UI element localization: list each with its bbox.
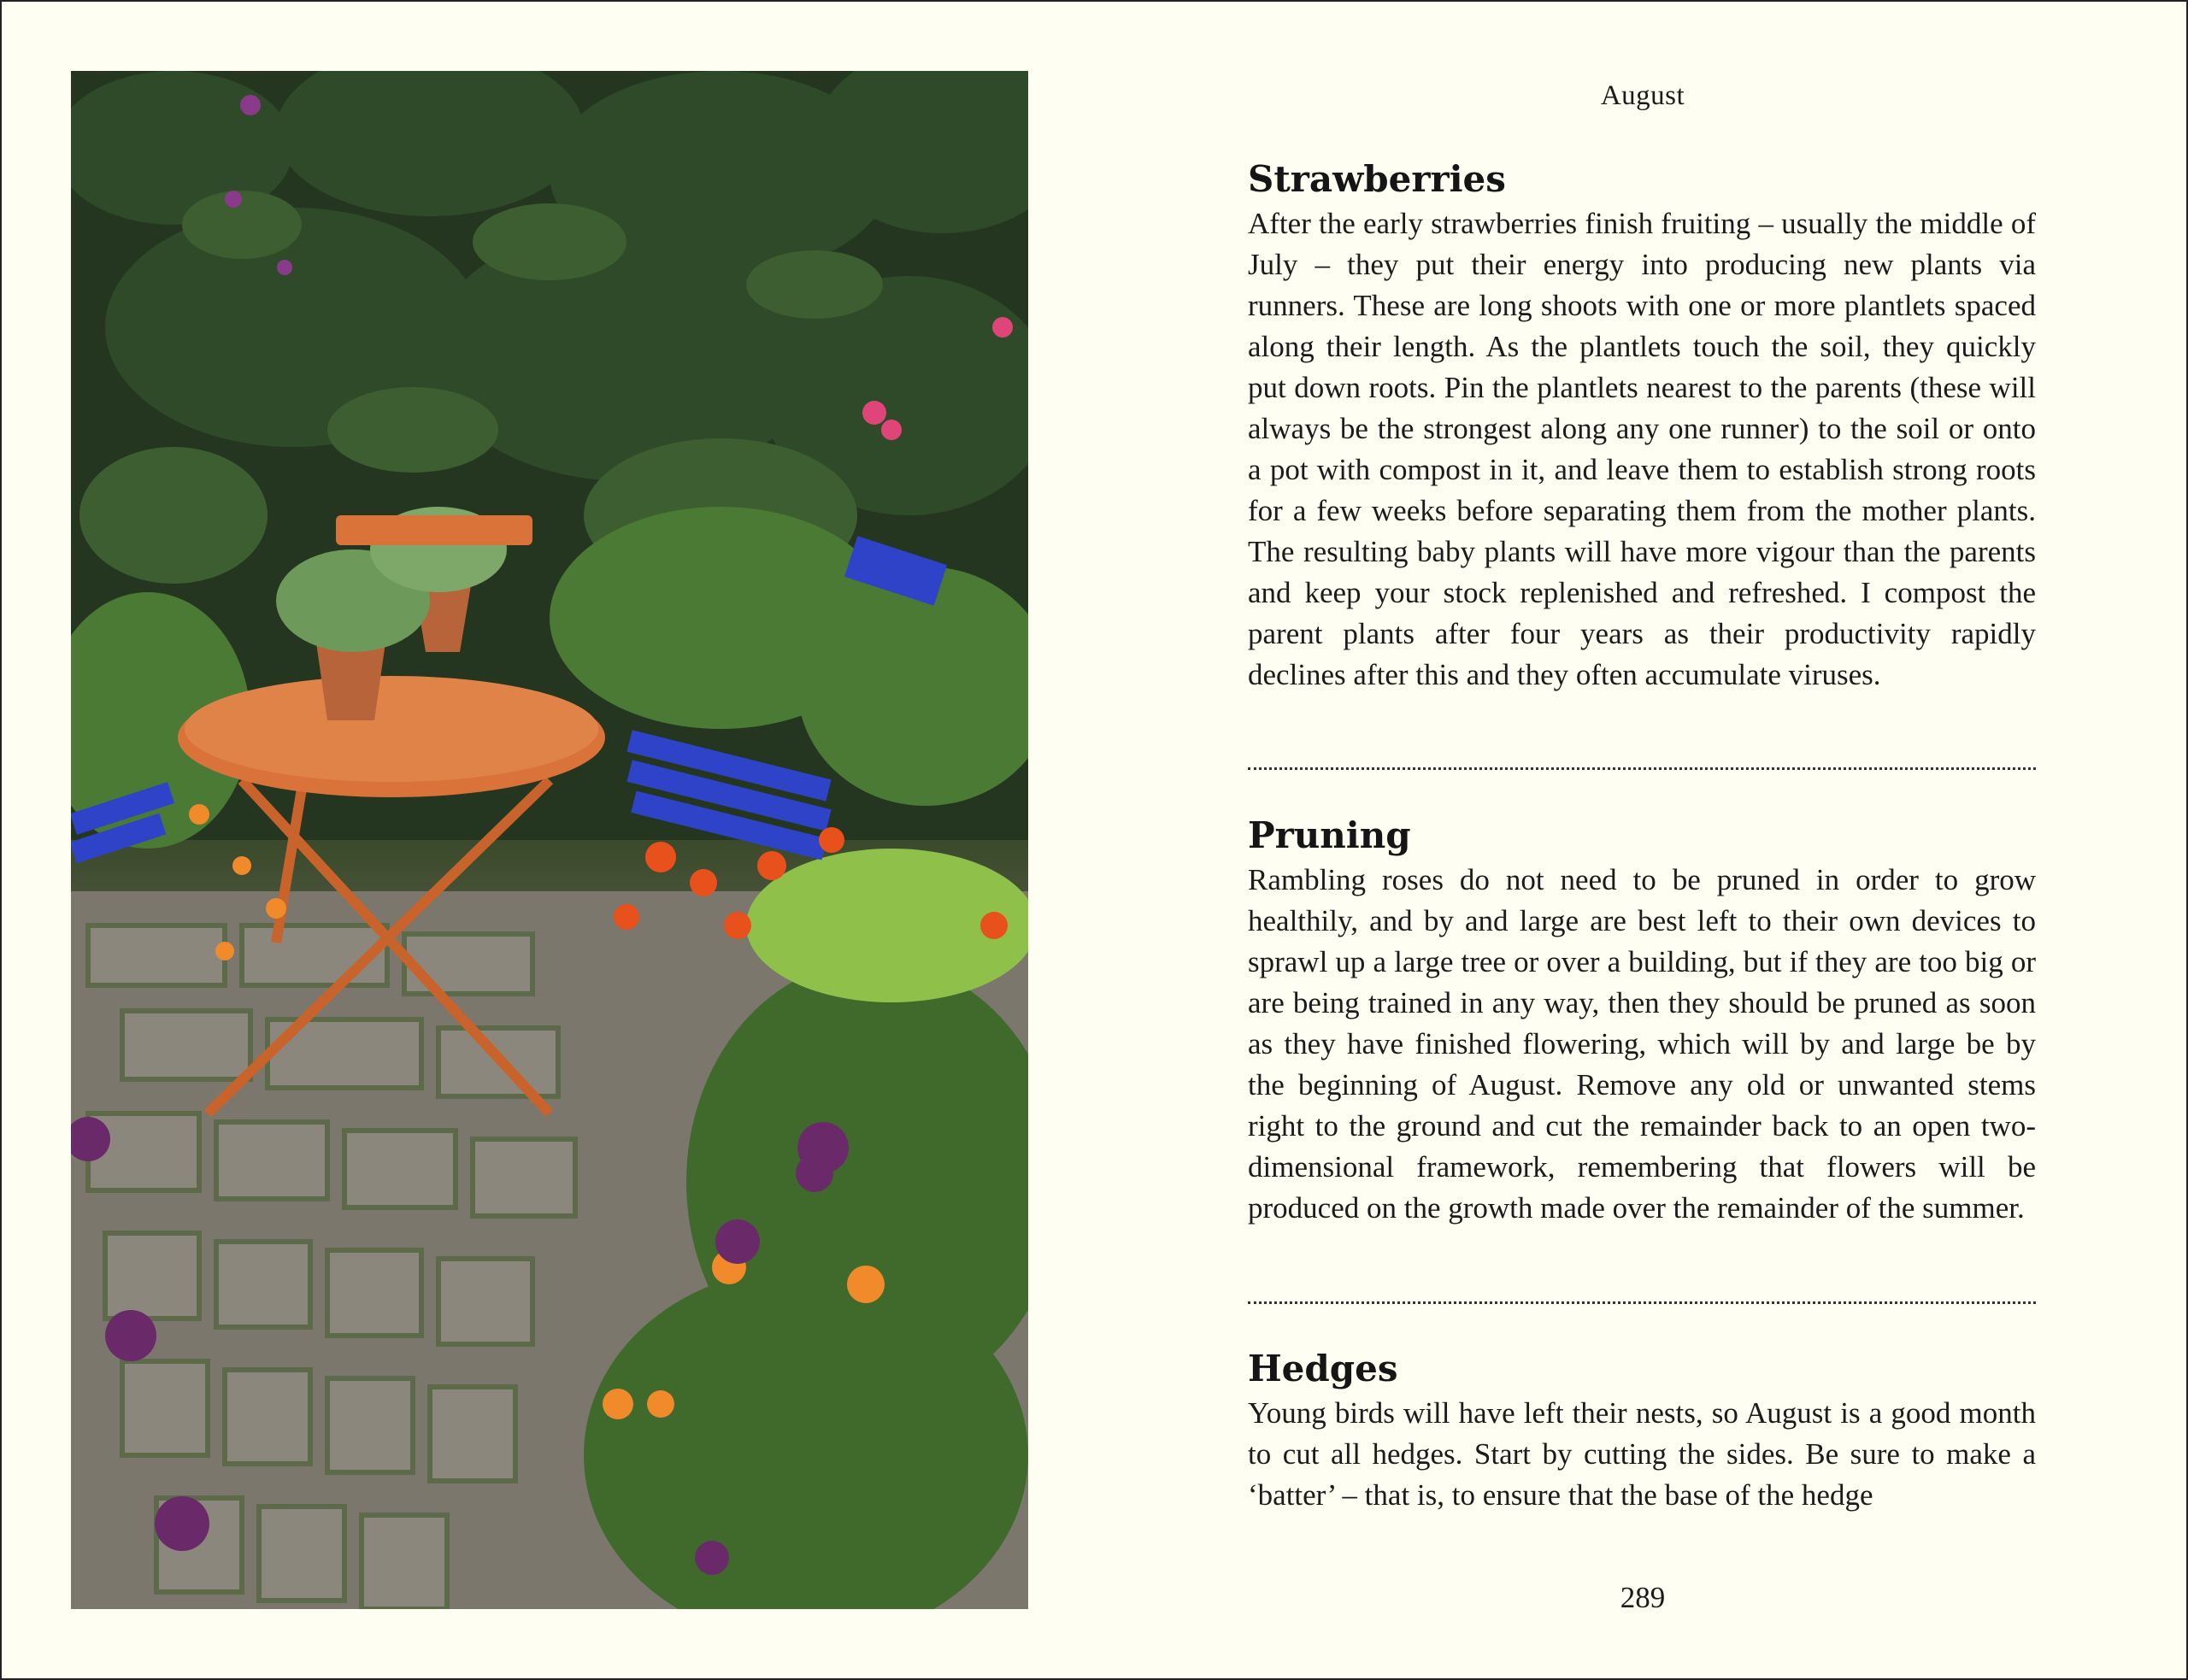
section-body: After the early strawberries finish fruiting – usually the middle of July – they put their energy into producing new plants via runners. These are long shoots with one or more plantlets spaced along their length. As the plantlets touch the soil, they quickly put down roots. Pin the plantlets nearest to the parents (these will always be the strongest along any one runner) to the soil or onto a pot with compost in it, and leave them to establish strong roots for a few weeks before separating them from the mother plants. The resulting baby plants will have more vigour than the parents and keep your stock replenished and refreshed. I compost the parent plants after four years as their productivity rapidly declines after this and they often accumulate viruses. <box>1248 207 2036 691</box>
section-body: Rambling roses do not need to be pruned in order to grow healthily, and by and large are best left to their own devices to sprawl up a large tree or over a building, but if they are too big or are being trained in any way, then they should be pruned as soon as they have finished flowering, which will by and large be by the beginning of August. Remove any old or unwanted stems right to the ground and cut the remainder back to an open two-dimensional framework, remembering that flowers will be produced on the growth made over the remainder of the summer. <box>1248 863 2036 1225</box>
section-heading: Pruning <box>1248 814 1411 856</box>
section-pruning <box>1248 814 2036 1229</box>
running-head: August <box>1600 80 1685 111</box>
page-number: 289 <box>1620 1581 1666 1614</box>
dotted-divider <box>1248 767 2036 770</box>
section-heading: Strawberries <box>1248 158 1506 200</box>
dotted-divider <box>1248 1301 2036 1304</box>
section-body: Young birds will have left their nests, so August is a good month to cut all hedges. Start by cutting the sides. Be sure to make a ‘batter’ – that is, to ensure that the base of the hedge <box>1248 1396 2036 1512</box>
section-heading: Hedges <box>1248 1348 1398 1389</box>
section-strawberries <box>1248 157 2036 696</box>
garden-photograph <box>71 71 1028 1609</box>
section-hedges <box>1248 1347 2036 1516</box>
